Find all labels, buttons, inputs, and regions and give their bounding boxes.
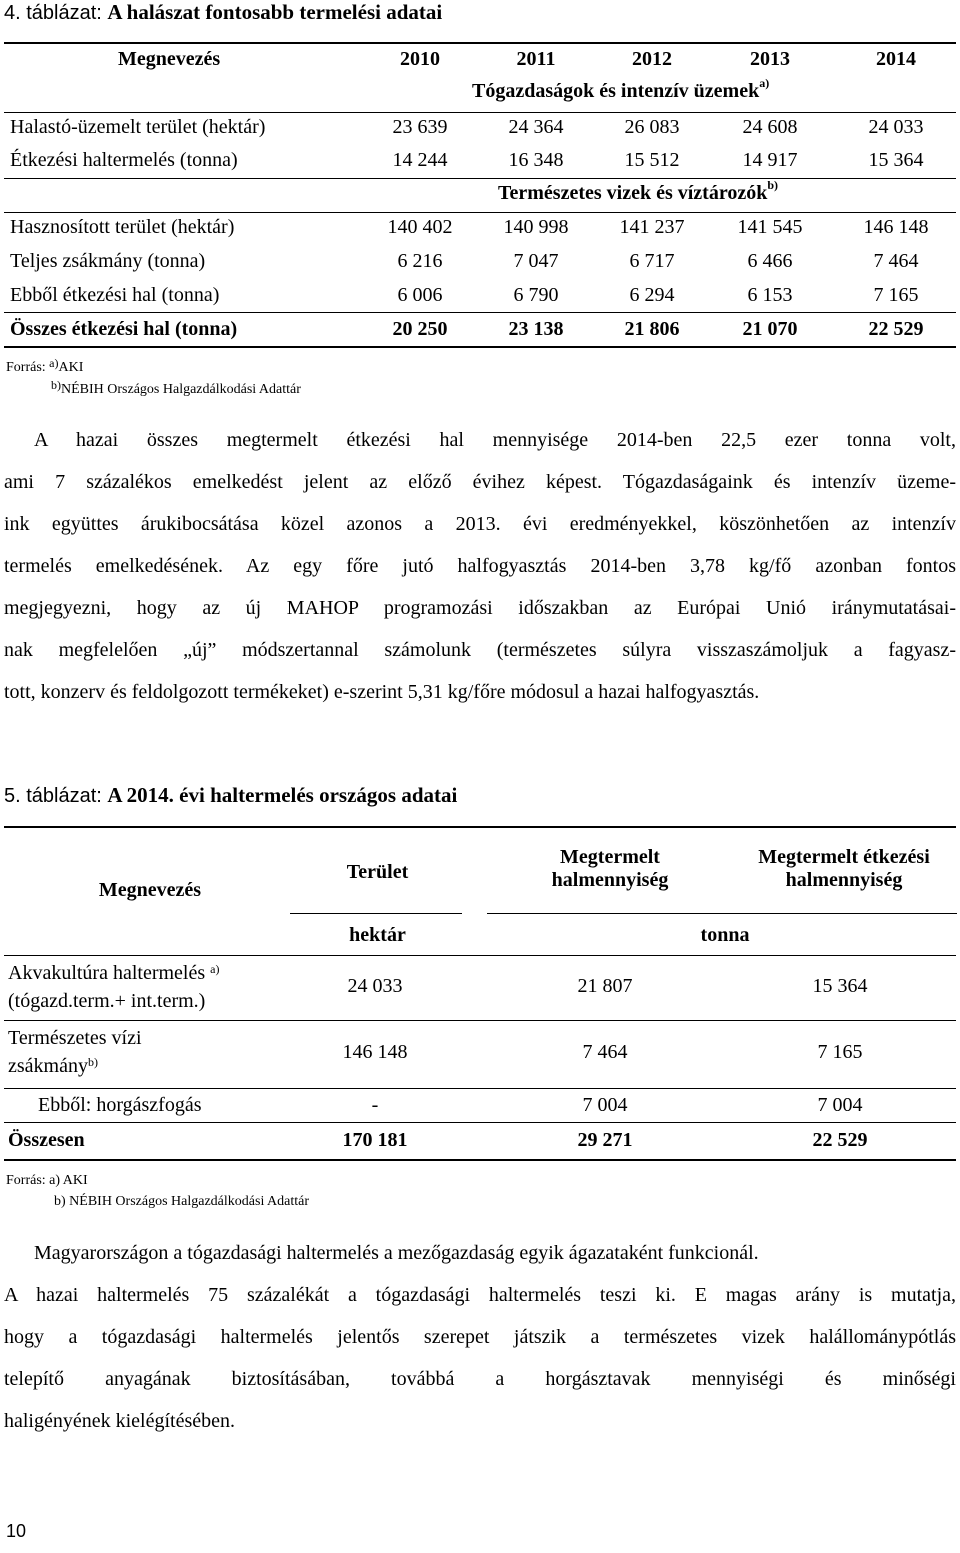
table5-cell: 7 464 [582,1041,628,1063]
table5-row-label: Akvakultúra haltermelés $^{a)}$ (tógazd.term.+ int.term.) [8,962,220,1012]
paragraph-line: A hazai összes megtermelt étkezési hal mennyisége 2014-ben 22,5 ezer tonna volt, [34,429,956,451]
table4-year: 2013 [750,48,790,70]
table5-unit-mass: tonna [700,924,750,946]
table5-cell: 7 004 [817,1094,863,1116]
table4-cell: 24 033 [868,116,924,138]
paragraph-line: hogy a tógazdasági haltermelés jelentős szerepet játszik a természetes vizek halállománypótlás [4,1326,956,1348]
table4-cell: 15 512 [624,149,680,171]
table4-year: 2012 [632,48,672,70]
table5-cell: 24 033 [347,975,403,997]
table4-caption-title: A halászat fontosabb termelési adatai [107,0,443,24]
table4-header-label: Megnevezés [118,48,221,70]
table5-cell: 21 807 [577,975,633,997]
table4-cell: 26 083 [624,116,680,138]
table4-section1-title: Tógazdaságok és intenzív üzemek$^{a)}$ [472,76,770,102]
table4-source-b: $^{b)}$NÉBIH Országos Halgazdálkodási Adattár [51,378,301,397]
table5-rule [4,1122,956,1123]
table5-source-b: b) NÉBIH Országos Halgazdálkodási Adattár [54,1194,310,1209]
table4-section2-title: Természetes vizek és víztározók$^{b)}$ [498,178,779,204]
table4-cell: 140 998 [503,216,569,238]
table5-total-cell: 22 529 [812,1129,868,1151]
table4-year: 2010 [400,48,440,70]
table5-col-prod: Megtermelt halmennyiség [551,846,669,891]
table4-year: 2014 [876,48,916,70]
table4-cell: 141 545 [737,216,803,238]
table4-cell: 23 639 [392,116,448,138]
table4-source-a: Forrás: $^{a)}$AKI [6,356,84,375]
table4-total-cell: 21 806 [624,318,680,340]
table4-cell: 6 153 [747,284,793,306]
paragraph-line: ink együttes árukibocsátása közel azonos a 2013. évi eredményekkel, köszönhetően az intenzív [4,513,956,535]
table4-cell: 6 717 [629,250,675,272]
table4-rule [4,178,956,179]
table5-bottom-rule [4,1159,956,1161]
table5-rule [4,1088,956,1089]
table5-total-cell: 170 181 [342,1129,408,1151]
paragraph-line: megjegyezni, hogy az új MAHOP programozási időszakban az Európai Unió iránymutatásai- [4,597,956,619]
table5-row-label: Ebből: horgászfogás [38,1094,202,1116]
table4-cell: 7 165 [873,284,919,306]
table4-cell: 7 464 [873,250,919,272]
table5-caption [4,783,457,808]
paragraph-line: Magyarországon a tógazdasági haltermelés a mezőgazdaság egyik ágazataként funkcionál. [34,1242,759,1264]
table4-cell: 16 348 [508,149,564,171]
table4-rule [4,212,956,213]
table5-source-a: Forrás: a) AKI [6,1173,88,1188]
table4-rule [4,312,956,313]
table5-total-cell: 29 271 [577,1129,633,1151]
table4-bottom-rule [4,346,956,348]
table4-rule [4,112,956,113]
table4-cell: 6 294 [629,284,675,306]
table5-header-rule [290,913,462,914]
table5-col-label: Megnevezés [98,879,202,901]
table5-caption-prefix: 5. táblázat: [4,785,102,807]
table5-row-label: Természetes vízi zsákmány$^{b)}$ [8,1027,142,1077]
paragraph-line: termelés emelkedésének. Az egy főre jutó halfogyasztás 2014-ben 3,78 kg/fő azonban fontos [4,555,956,577]
table5-rule [4,955,956,956]
table4-cell: 15 364 [868,149,924,171]
table5-cell: 7 004 [582,1094,628,1116]
table4-row-label: Halastó-üzemelt terület (hektár) [10,116,266,138]
table4-cell: 6 466 [747,250,793,272]
paragraph-1 [4,419,956,713]
table4-total-cell: 23 138 [508,318,564,340]
table5-cell: - [371,1094,379,1116]
table4-cell: 14 917 [742,149,798,171]
table4-cell: 6 216 [397,250,443,272]
table4-top-rule [4,42,956,44]
table4-cell: 146 148 [863,216,929,238]
page-number: 10 [6,1521,27,1541]
table4-row-label: Teljes zsákmány (tonna) [10,250,206,272]
table5-caption-title: A 2014. évi haltermelés országos adatai [107,783,458,807]
table4-cell: 24 364 [508,116,564,138]
table4-cell: 6 006 [397,284,443,306]
table4-cell: 140 402 [387,216,453,238]
table4-total-cell: 21 070 [742,318,798,340]
table4-cell: 141 237 [619,216,685,238]
table4-cell: 24 608 [742,116,798,138]
paragraph-line: nak megfelelően „új” módszertannal számolunk (természetes súlyra visszaszámoljuk a fagyasz- [4,639,956,661]
table5-cell: 7 165 [817,1041,863,1063]
table4-row-label: Hasznosított terület (hektár) [10,216,235,238]
table4-row-label: Ebből étkezési hal (tonna) [10,284,220,306]
table4-caption [4,0,442,25]
paragraph-line: tott, konzerv és feldolgozott termékeket) e-szerint 5,31 kg/főre módosul a hazai halfogyasztás. [4,681,760,703]
table4-total-cell: 20 250 [392,318,448,340]
paragraph-line: haligényének kielégítésében. [4,1410,236,1432]
paragraph-line: telepítő anyagának biztosításában, továbbá a horgásztavak mennyiségi és minőségi [4,1368,956,1390]
table5-unit-area: hektár [349,924,406,946]
table5-col-area: Terület [346,861,409,883]
table4-total-cell: 22 529 [868,318,924,340]
table5-col-food: Megtermelt étkezési halmennyiség [758,846,930,891]
table4-cell: 6 790 [513,284,559,306]
table5-rule [4,1020,956,1021]
paragraph-line: ami 7 százalékos emelkedést jelent az előző évihez képest. Tógazdaságaink és intenzív üzeme- [4,471,956,493]
table4-cell: 7 047 [513,250,559,272]
table4-total-label: Összes étkezési hal (tonna) [10,318,238,340]
table5-top-rule [4,826,956,828]
table4-row-label: Étkezési haltermelés (tonna) [10,149,238,171]
paragraph-2 [4,1232,956,1442]
table5-cell: 146 148 [342,1041,408,1063]
table4-caption-prefix: 4. táblázat: [4,2,102,24]
table4-year: 2011 [516,48,556,70]
table4-cell: 14 244 [392,149,448,171]
table5-total-label: Összesen [8,1129,85,1151]
table5-header-rule [487,913,957,914]
table5-cell: 15 364 [812,975,868,997]
paragraph-line: A hazai haltermelés 75 százalékát a tógazdasági haltermelés teszi ki. E magas arány is mutatja, [4,1284,956,1306]
